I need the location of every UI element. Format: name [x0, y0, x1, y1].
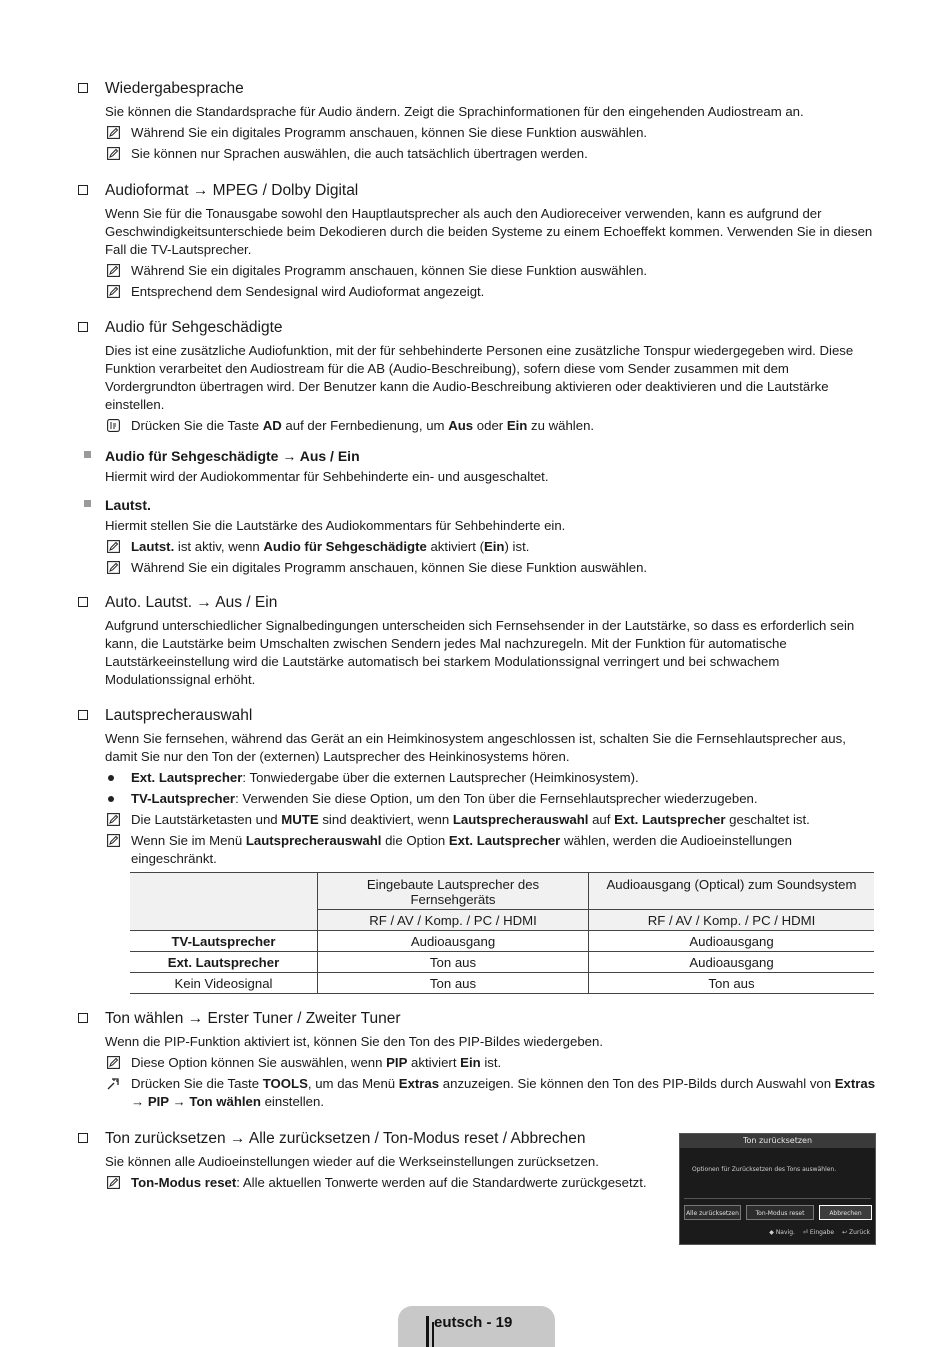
section-audioformat: [78, 181, 878, 301]
note: [105, 538, 878, 556]
note: [105, 1174, 668, 1192]
sound-mode-reset-button[interactable]: Ton-Modus reset: [746, 1205, 814, 1220]
page-number-tab: [398, 1306, 555, 1347]
section-text: Wenn Sie für die Tonausgabe sowohl den Hauptlautsprecher als auch den Audioreceiver verwenden, kann es aufgrund der Geschwindigkeitsunterschiede beim Dekodieren durch die beiden Systeme zu einem Echoeffekt kommen. Verwenden Sie in diesen Fall die TV-Lautsprecher.: [105, 206, 873, 257]
note: [105, 559, 878, 577]
note-icon: [107, 540, 120, 553]
checkbox-bullet-icon: [78, 185, 88, 195]
remote-note: [105, 417, 878, 435]
note: [105, 145, 878, 163]
note-icon: [107, 834, 120, 847]
reset-all-button[interactable]: Alle zurücksetzen: [684, 1205, 741, 1220]
note-icon: [107, 126, 120, 139]
checkbox-bullet-icon: [78, 1133, 88, 1143]
section-heading: Audioformat → MPEG / Dolby Digital: [105, 182, 359, 199]
note-icon: [107, 561, 120, 574]
list-item: Ext. Lautsprecher: Tonwiedergabe über die externen Lautsprecher (Heimkinosystem).: [105, 769, 878, 787]
section-heading: Ton wählen → Erster Tuner / Zweiter Tuner: [105, 1010, 401, 1027]
bullet-dot-icon: [108, 796, 114, 802]
osd-message: Optionen für Zurücksetzen des Tons auswählen.: [692, 1166, 837, 1173]
checkbox-bullet-icon: [78, 322, 88, 332]
table-row: [130, 931, 874, 952]
section-heading: Auto. Lautst. → Aus / Ein: [105, 594, 278, 611]
section-heading: Wiedergabesprache: [105, 80, 244, 97]
row-label: Ext. Lautsprecher: [130, 952, 318, 973]
subsection-heading: Lautst.: [105, 497, 151, 513]
row-label: Kein Videosignal: [130, 973, 318, 994]
section-ton-waehlen: [78, 1009, 878, 1111]
note-icon: [107, 285, 120, 298]
note: [105, 124, 878, 142]
square-bullet-icon: [84, 500, 91, 507]
table-row: [130, 973, 874, 994]
return-hint: ↩ Zurück: [842, 1229, 870, 1236]
column-subheader: RF / AV / Komp. / PC / HDMI: [318, 910, 589, 931]
section-heading: Ton zurücksetzen → Alle zurücksetzen / Ton-Modus reset / Abbrechen: [105, 1130, 586, 1147]
note-text: Sie können nur Sprachen auswählen, die auch tatsächlich übertragen werden.: [131, 146, 588, 161]
note-icon: [107, 264, 120, 277]
note-text: Diese Option können Sie auswählen, wenn PIP aktiviert Ein ist.: [131, 1055, 502, 1070]
section-text: Dies ist eine zusätzliche Audiofunktion, mit der für sehbehinderte Personen eine zusätzliche Tonspur wiedergegeben wird. Diese Funktion verarbeitet den Audiostream für die AB (Audio-Beschreibung), sofern diese vom Sender zusammen mit dem Vordergrundton übertragen wird. Der Benutzer kann die Audio-Beschreibung aktivieren oder deaktivieren und die Lautstärke einstellen.: [105, 343, 854, 412]
note-text: Ton-Modus reset: Alle aktuellen Tonwerte werden auf die Standardwerte zurückgesetzt.: [131, 1175, 647, 1190]
checkbox-bullet-icon: [78, 710, 88, 720]
section-auto-lautst: [78, 593, 878, 689]
checkbox-bullet-icon: [78, 597, 88, 607]
note: [105, 1054, 878, 1072]
table-cell: Audioausgang: [589, 931, 875, 952]
note-icon: [107, 1056, 120, 1069]
tools-note: [105, 1075, 878, 1111]
table-cell: Ton aus: [589, 973, 875, 994]
table-header-row: [130, 873, 874, 910]
navigate-hint: ◆ Navig.: [769, 1229, 795, 1236]
section-ton-zuruecksetzen: [78, 1129, 668, 1192]
note-text: Entsprechend dem Sendesignal wird Audioformat angezeigt.: [131, 284, 485, 299]
checkbox-bullet-icon: [78, 83, 88, 93]
column-subheader: RF / AV / Komp. / PC / HDMI: [589, 910, 875, 931]
table-cell: Audioausgang: [589, 952, 875, 973]
note-icon: [107, 1176, 120, 1189]
section-text: Sie können die Standardsprache für Audio ändern. Zeigt die Sprachinformationen für den eingehenden Audiostream an.: [105, 104, 804, 119]
square-bullet-icon: [84, 451, 91, 458]
language-letter-glyph: [426, 1316, 429, 1347]
table-row: [130, 952, 874, 973]
subsection-heading: Audio für Sehgeschädigte → Aus / Ein: [105, 448, 360, 464]
tools-icon: [107, 1077, 120, 1090]
note: [105, 811, 878, 829]
section-text: Hiermit stellen Sie die Lautstärke des Audiokommentars für Sehbehinderte ein.: [105, 518, 566, 533]
speaker-table: [130, 872, 874, 994]
bullet-dot-icon: [108, 775, 114, 781]
table-cell: Ton aus: [318, 973, 589, 994]
column-header: Audioausgang (Optical) zum Soundsystem: [589, 873, 875, 910]
section-text: Hiermit wird der Audiokommentar für Sehbehinderte ein- und ausgeschaltet.: [105, 469, 549, 484]
column-header: Eingebaute Lautsprecher des Fernsehgeräts: [318, 873, 589, 910]
note-text: Während Sie ein digitales Programm anschauen, können Sie diese Funktion auswählen.: [131, 560, 648, 575]
section-wiedergabesprache: [78, 79, 878, 163]
section-text: Sie können alle Audioeinstellungen wieder auf die Werkseinstellungen zurücksetzen.: [105, 1154, 599, 1169]
note-icon: [107, 813, 120, 826]
osd-divider: [684, 1198, 871, 1199]
enter-hint: ⏎ Eingabe: [802, 1229, 835, 1236]
note: [105, 832, 878, 868]
section-lautsprecherauswahl: [78, 706, 878, 868]
note-text: Drücken Sie die Taste TOOLS, um das Menü Extras anzuzeigen. Sie können den Ton des PIP-Bilds durch Auswahl von Extras → PIP → Ton wählen einstellen.: [131, 1076, 876, 1109]
osd-title: Ton zurücksetzen: [680, 1134, 875, 1148]
section-text: Aufgrund unterschiedlicher Signalbedingungen unterscheiden sich Fernsehsender in der Lautstärke, so dass es erforderlich sein kann, die Lautstärke beim Umschalten zwischen Sendern jedes Mal nachzuregeln. Mit der Funktion für automatische Lautstärkeeinstellung wird die Lautstärke automatisch bei starkem Modulationssignal verringert und bei schwachem Modulationssignal erhöht.: [105, 618, 855, 687]
note-text: Lautst. ist aktiv, wenn Audio für Sehgeschädigte aktiviert (Ein) ist.: [131, 539, 530, 554]
section-heading: Audio für Sehgeschädigte: [105, 319, 283, 336]
page-label: eutsch - 19: [434, 1314, 513, 1331]
table-subheader-row: [130, 910, 874, 931]
section-text: Wenn die PIP-Funktion aktiviert ist, können Sie den Ton des PIP-Bildes wiedergeben.: [105, 1034, 603, 1049]
cancel-button[interactable]: Abbrechen: [819, 1205, 872, 1220]
note-text: Wenn Sie im Menü Lautsprecherauswahl die Option Ext. Lautsprecher wählen, werden die Audioeinstellungen eingeschränkt.: [131, 833, 792, 866]
section-heading: Lautsprecherauswahl: [105, 707, 253, 724]
table-cell: Ton aus: [318, 952, 589, 973]
note-text: Die Lautstärketasten und MUTE sind deaktiviert, wenn Lautsprecherauswahl auf Ext. Lautsprecher geschaltet ist.: [131, 812, 810, 827]
table-cell: Audioausgang: [318, 931, 589, 952]
osd-key-guide: [761, 1229, 870, 1236]
checkbox-bullet-icon: [78, 1013, 88, 1023]
note-text: Während Sie ein digitales Programm anschauen, können Sie diese Funktion auswählen.: [131, 263, 648, 278]
subsection-lautst: [78, 495, 878, 577]
remote-control-icon: [107, 419, 120, 432]
note: [105, 262, 878, 280]
row-label: TV-Lautsprecher: [130, 931, 318, 952]
list-item: TV-Lautsprecher: Verwenden Sie diese Option, um den Ton über die Fernsehlautsprecher wiederzugeben.: [105, 790, 878, 808]
note-icon: [107, 147, 120, 160]
section-text: Wenn Sie fernsehen, während das Gerät an ein Heimkinosystem angeschlossen ist, schalten Sie die Fernsehlautsprecher aus, damit Sie nur den Ton der (externen) Lautsprecher des Heinkinosystems hören.: [105, 731, 846, 764]
note: [105, 283, 878, 301]
note-text: Während Sie ein digitales Programm anschauen, können Sie diese Funktion auswählen.: [131, 125, 648, 140]
section-audio-sehgeschaedigte: [78, 318, 878, 435]
tv-osd-dialog: [679, 1133, 876, 1245]
note-text: Drücken Sie die Taste AD auf der Fernbedienung, um Aus oder Ein zu wählen.: [131, 418, 595, 433]
subsection-audio-aus-ein: [78, 446, 878, 486]
